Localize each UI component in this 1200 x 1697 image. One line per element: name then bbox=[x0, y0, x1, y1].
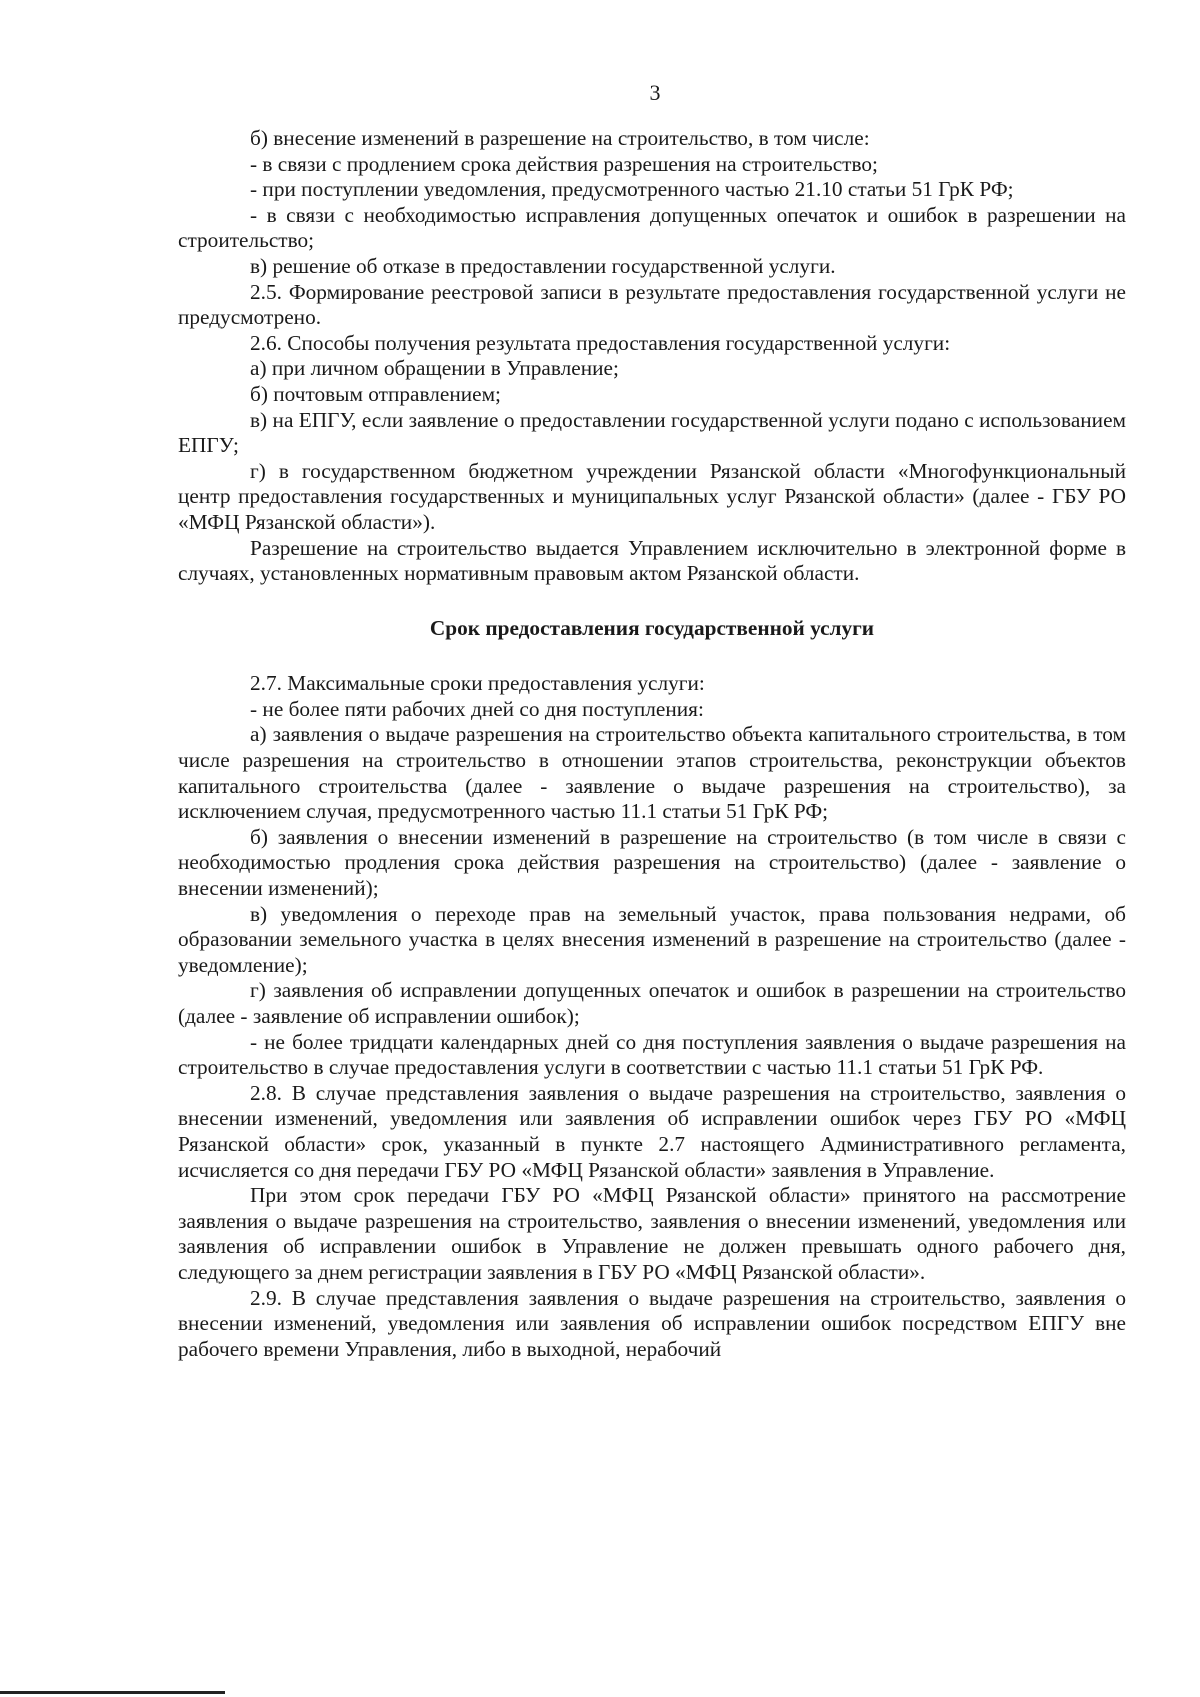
paragraph: а) заявления о выдаче разрешения на строительство объекта капитального строительства, в том числе разрешения на строительство в отношении этапов строительства, реконструкции объектов капитального строительства (далее - заявление о выдаче разрешения на строительство), за исключением случая, предусмотренного частью 11.1 статьи 51 ГрК РФ; bbox=[178, 722, 1126, 824]
paragraph: 2.5. Формирование реестровой записи в результате предоставления государственной услуги не предусмотрено. bbox=[178, 279, 1126, 330]
paragraph: - в связи с продлением срока действия разрешения на строительство; bbox=[250, 151, 878, 176]
section-title: Срок предоставления государственной услуги bbox=[429, 615, 875, 640]
paragraph: а) при личном обращении в Управление; bbox=[250, 356, 619, 381]
document-body bbox=[178, 126, 1126, 1362]
paragraph: в) уведомления о переходе прав на земельный участок, права пользования недрами, об образовании земельного участка в целях внесения изменений в разрешение на строительство (далее - уведомление); bbox=[178, 901, 1126, 977]
paragraph: г) заявления об исправлении допущенных опечаток и ошибок в разрешении на строительство (далее - заявление об исправлении ошибок); bbox=[178, 978, 1126, 1028]
paragraph: в) на ЕПГУ, если заявление о предоставлении государственной услуги подано с использованием ЕПГУ; bbox=[178, 407, 1126, 458]
paragraph: - не более тридцати календарных дней со дня поступления заявления о выдаче разрешения на строительство в случае предоставления услуги в соответствии с частью 11.1 статьи 51 ГрК РФ. bbox=[178, 1029, 1126, 1080]
page-number: 3 bbox=[649, 80, 661, 105]
paragraph: 2.6. Способы получения результата предоставления государственной услуги: bbox=[250, 330, 951, 355]
paragraph: - не более пяти рабочих дней со дня поступления: bbox=[250, 696, 704, 721]
paragraph: Разрешение на строительство выдается Управлением исключительно в электронной форме в случаях, установленных нормативным правовым актом Рязанской области. bbox=[178, 535, 1126, 586]
paragraph: б) почтовым отправлением; bbox=[250, 381, 501, 406]
paragraph: - в связи с необходимостью исправления допущенных опечаток и ошибок в разрешении на строительство; bbox=[178, 202, 1126, 253]
paragraph: в) решение об отказе в предоставлении государственной услуги. bbox=[250, 253, 836, 278]
paragraph: б) внесение изменений в разрешение на строительство, в том числе: bbox=[250, 126, 870, 150]
paragraph: 2.7. Максимальные сроки предоставления услуги: bbox=[250, 671, 705, 696]
paragraph: - при поступлении уведомления, предусмотренного частью 21.10 статьи 51 ГрК РФ; bbox=[250, 177, 1014, 202]
footnote-divider bbox=[0, 1691, 225, 1694]
paragraph: При этом срок передачи ГБУ РО «МФЦ Рязанской области» принятого на рассмотрение заявления о выдаче разрешения на строительство, заявления о внесении изменений, уведомления или заявления об исправлении ошибок в Управление не должен превышать одного рабочего дня, следующего за днем регистрации заявления в ГБУ РО «МФЦ Рязанской области». bbox=[178, 1183, 1126, 1284]
paragraph: 2.9. В случае представления заявления о выдаче разрешения на строительство, заявления о внесении изменений, уведомления или заявления об исправлении ошибок посредством ЕПГУ вне рабочего времени Управления, либо в выходной, нерабочий bbox=[178, 1285, 1126, 1361]
paragraph: б) заявления о внесении изменений в разрешение на строительство (в том числе в связи с необходимостью продления срока действия разрешения на строительство) (далее - заявление о внесении изменений); bbox=[178, 824, 1126, 901]
paragraph: г) в государственном бюджетном учреждении Рязанской области «Многофункциональный центр предоставления государственных и муниципальных услуг Рязанской области» (далее - ГБУ РО «МФЦ Рязанской области»). bbox=[178, 458, 1126, 534]
paragraph: 2.8. В случае представления заявления о выдаче разрешения на строительство, заявления о внесении изменений, уведомления или заявления об исправлении ошибок через ГБУ РО «МФЦ Рязанской области» срок, указанный в пункте 2.7 настоящего Административного регламента, исчисляется со дня передачи ГБУ РО «МФЦ Рязанской области» заявления в Управление. bbox=[178, 1080, 1126, 1182]
